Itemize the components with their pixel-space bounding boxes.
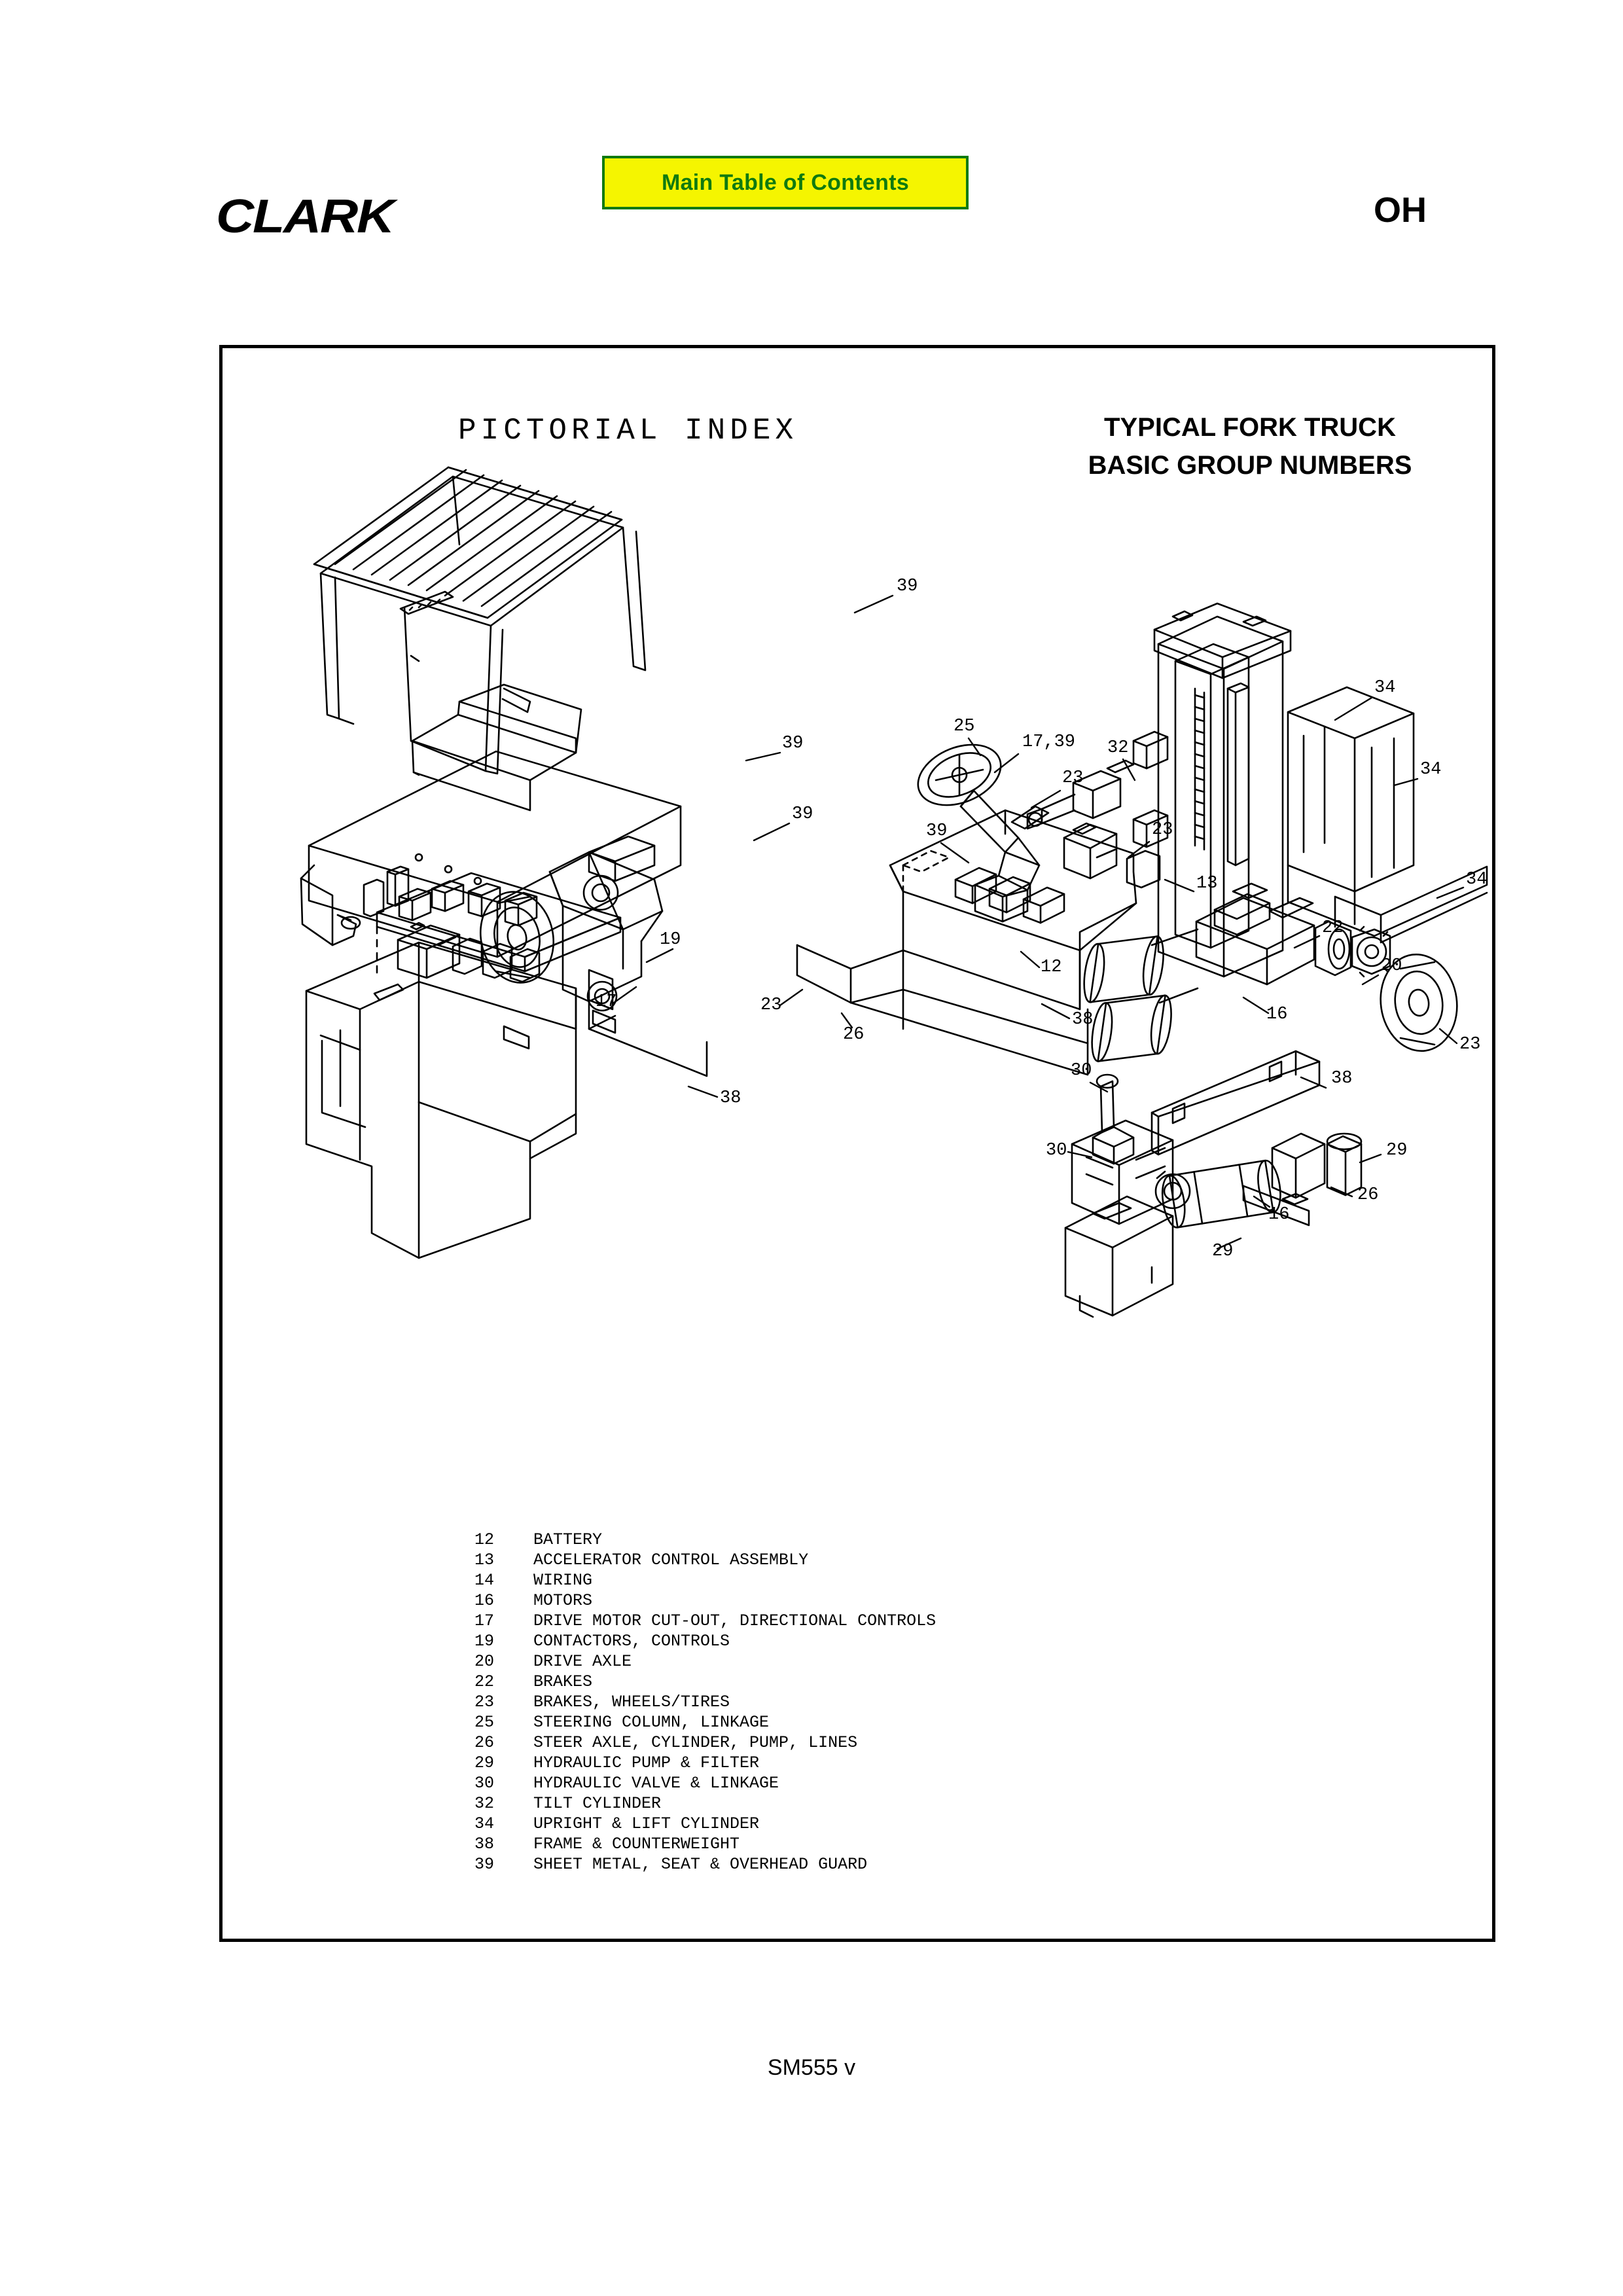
legend-description: BATTERY <box>533 1530 603 1549</box>
callout-23-b: 23 <box>1152 820 1173 840</box>
legend-item <box>474 1570 936 1590</box>
legend-description: STEER AXLE, CYLINDER, PUMP, LINES <box>533 1733 858 1752</box>
legend-description: CONTACTORS, CONTROLS <box>533 1632 730 1651</box>
callout-30-a: 30 <box>1071 1061 1092 1081</box>
legend-number: 12 <box>474 1530 495 1549</box>
legend-item <box>474 1611 936 1631</box>
legend-description: ACCELERATOR CONTROL ASSEMBLY <box>533 1551 809 1570</box>
overhead-guard-part <box>314 467 645 774</box>
callout-17-39: 17,39 <box>1022 732 1076 752</box>
legend-item <box>474 1550 936 1570</box>
legend-description: DRIVE AXLE <box>533 1652 632 1671</box>
callout-12: 12 <box>1041 958 1062 977</box>
legend-item <box>474 1692 936 1712</box>
legend-description: SHEET METAL, SEAT & OVERHEAD GUARD <box>533 1855 868 1874</box>
page-code-label: OH <box>1374 190 1427 230</box>
legend-item <box>474 1753 936 1773</box>
legend-item <box>474 1854 936 1874</box>
callout-29-a: 29 <box>1386 1141 1408 1160</box>
legend-item <box>474 1773 936 1793</box>
pictorial-index-figure <box>219 345 1495 1942</box>
legend-number: 39 <box>474 1855 495 1874</box>
upright-mast-part <box>1127 603 1487 977</box>
legend-number: 34 <box>474 1814 495 1833</box>
legend-number: 19 <box>474 1632 495 1651</box>
drive-axle-part <box>1081 884 1463 1071</box>
legend-description: WIRING <box>533 1571 593 1590</box>
legend-number: 17 <box>474 1611 495 1630</box>
callout-23-d: 23 <box>760 996 782 1015</box>
legend-number: 30 <box>474 1774 495 1793</box>
seat-part <box>412 685 581 810</box>
callout-32: 32 <box>1107 738 1129 758</box>
legend-item <box>474 1590 936 1611</box>
legend-item <box>474 1712 936 1732</box>
legend-description: HYDRAULIC VALVE & LINKAGE <box>533 1774 779 1793</box>
figure-title: PICTORIAL INDEX <box>458 414 798 448</box>
callout-34-b: 34 <box>1420 760 1442 780</box>
legend-number: 25 <box>474 1713 495 1732</box>
legend-item <box>474 1793 936 1814</box>
legend-number: 14 <box>474 1571 495 1590</box>
callout-34-a: 34 <box>1374 678 1396 698</box>
legend-number: 22 <box>474 1672 495 1691</box>
callout-25: 25 <box>954 717 975 736</box>
main-table-of-contents-button[interactable] <box>602 156 969 209</box>
legend-description: BRAKES <box>533 1672 593 1691</box>
callout-26-b: 26 <box>1357 1185 1379 1205</box>
legend-item <box>474 1651 936 1672</box>
legend-number: 38 <box>474 1835 495 1854</box>
legend-description: HYDRAULIC PUMP & FILTER <box>533 1753 760 1772</box>
parts-legend-list <box>474 1530 936 1874</box>
steer-wheel-part <box>473 885 562 990</box>
legend-number: 16 <box>474 1591 495 1610</box>
hydraulic-group-part <box>1065 1051 1361 1317</box>
callout-29-b: 29 <box>1212 1242 1234 1261</box>
legend-description: BRAKES, WHEELS/TIRES <box>533 1693 730 1712</box>
callout-23-c: 23 <box>1459 1035 1481 1054</box>
callout-22: 22 <box>1322 918 1344 938</box>
legend-description: UPRIGHT & LIFT CYLINDER <box>533 1814 760 1833</box>
callout-38-b: 38 <box>720 1088 741 1108</box>
callout-39-b: 39 <box>782 734 804 753</box>
legend-description: STEERING COLUMN, LINKAGE <box>533 1713 770 1732</box>
callout-38-a: 38 <box>1072 1010 1094 1030</box>
callout-16-b: 16 <box>1268 1205 1290 1225</box>
callout-26-a: 26 <box>843 1025 865 1045</box>
legend-number: 20 <box>474 1652 495 1671</box>
clark-logo: CLARK <box>216 190 394 243</box>
page-header <box>0 0 1623 275</box>
main-table-of-contents-label: Main Table of Contents <box>661 170 910 195</box>
legend-item <box>474 1732 936 1753</box>
figure-subtitle-line2: BASIC GROUP NUMBERS <box>1088 451 1412 480</box>
callout-20: 20 <box>1381 956 1402 976</box>
legend-item <box>474 1814 936 1834</box>
steer-axle-part <box>550 852 707 1076</box>
legend-item <box>474 1834 936 1854</box>
callout-39-a: 39 <box>897 577 918 596</box>
callout-13: 13 <box>1196 874 1218 893</box>
legend-description: TILT CYLINDER <box>533 1794 662 1813</box>
callout-23-a: 23 <box>1062 768 1084 788</box>
legend-number: 13 <box>474 1551 495 1570</box>
legend-number: 23 <box>474 1693 495 1712</box>
floor-plate-part <box>301 751 681 957</box>
callout-39-d: 39 <box>926 821 948 841</box>
legend-number: 26 <box>474 1733 495 1752</box>
callout-19: 19 <box>660 930 681 950</box>
callout-16-a: 16 <box>1266 1005 1288 1024</box>
legend-item <box>474 1530 936 1550</box>
legend-number: 29 <box>474 1753 495 1772</box>
legend-description: DRIVE MOTOR CUT-OUT, DIRECTIONAL CONTROLS <box>533 1611 936 1630</box>
callout-30-b: 30 <box>1046 1141 1067 1160</box>
counterweight-part <box>306 942 576 1258</box>
legend-number: 32 <box>474 1794 495 1813</box>
legend-item <box>474 1631 936 1651</box>
legend-description: MOTORS <box>533 1591 593 1610</box>
figure-subtitle-line1: TYPICAL FORK TRUCK <box>1104 413 1396 442</box>
callout-38-c: 38 <box>1331 1069 1353 1088</box>
callout-17: 17 <box>596 992 617 1012</box>
callout-34-c: 34 <box>1466 870 1488 889</box>
legend-description: FRAME & COUNTERWEIGHT <box>533 1835 740 1854</box>
page-footer: SM555 v <box>767 2055 856 2080</box>
callout-39-c: 39 <box>792 804 813 824</box>
legend-item <box>474 1672 936 1692</box>
